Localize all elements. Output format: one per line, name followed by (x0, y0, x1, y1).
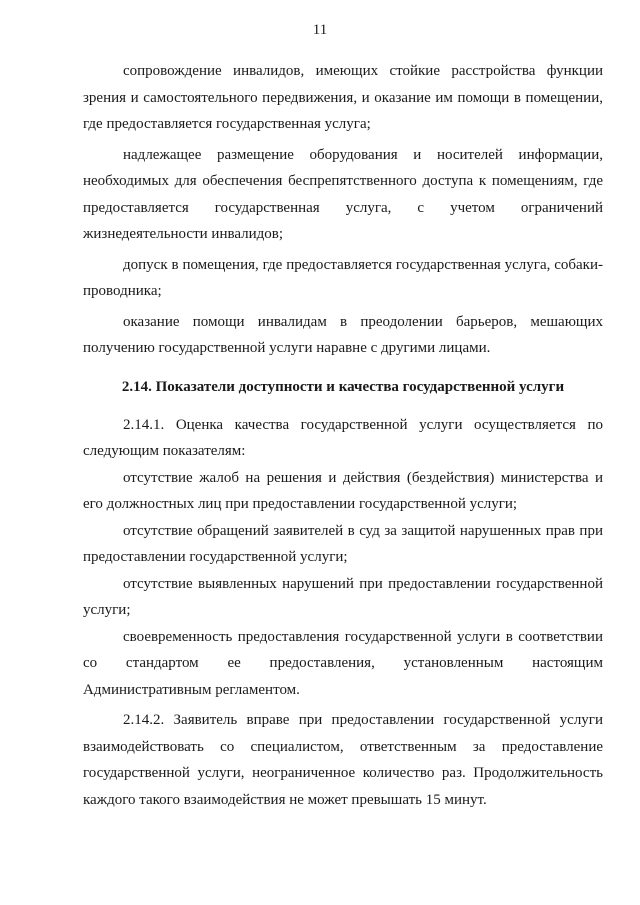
section-heading: 2.14. Показатели доступности и качества государственной услуги (121, 378, 565, 395)
paragraph-quality-assessment: 2.14.1. Оценка качества государственной услуги осуществляется по следующим показателям: (83, 416, 603, 459)
paragraph-guide-dog-admission: допуск в помещения, где предоставляется государственная услуга, собаки-проводника; (83, 256, 603, 299)
paragraph-escort-disabled: сопровождение инвалидов, имеющих стойкие расстройства функции зрения и самостоятельного передвижения, и оказание им помощи в помещении, где предоставляется государственная услуга; (83, 63, 603, 132)
paragraph-equipment-placement: надлежащее размещение оборудования и носителей информации, необходимых для обеспечения беспрепятственного доступа к помещениям, где предоставляется государственная услуга, с учетом ограничений жизнедеятельности инвалидов; (83, 146, 603, 242)
paragraph-no-complaints: отсутствие жалоб на решения и действия (бездействия) министерства и его должностных лиц при предоставлении государственной услуги; (83, 469, 603, 512)
paragraph-no-violations: отсутствие выявленных нарушений при предоставлении государственной услуги; (83, 575, 603, 618)
paragraph-no-court-appeals: отсутствие обращений заявителей в суд за защитой нарушенных прав при предоставлении государственной услуги; (83, 522, 603, 565)
paragraph-barrier-assistance: оказание помощи инвалидам в преодолении барьеров, мешающих получению государственной услуги наравне с другими лицами. (83, 313, 603, 356)
page-number: 11 (312, 22, 328, 38)
paragraph-interaction-limit: 2.14.2. Заявитель вправе при предоставлении государственной услуги взаимодействовать со специалистом, ответственным за предоставление государственной услуги, неограниченное количество раз. Продолжительность каждого такого взаимодействия не может превышать 15 минут. (83, 712, 603, 808)
paragraph-timeliness: своевременность предоставления государственной услуги в соответствии со стандартом ее предоставления, установленным настоящим Административным регламентом. (83, 628, 603, 698)
document-body (83, 58, 603, 813)
